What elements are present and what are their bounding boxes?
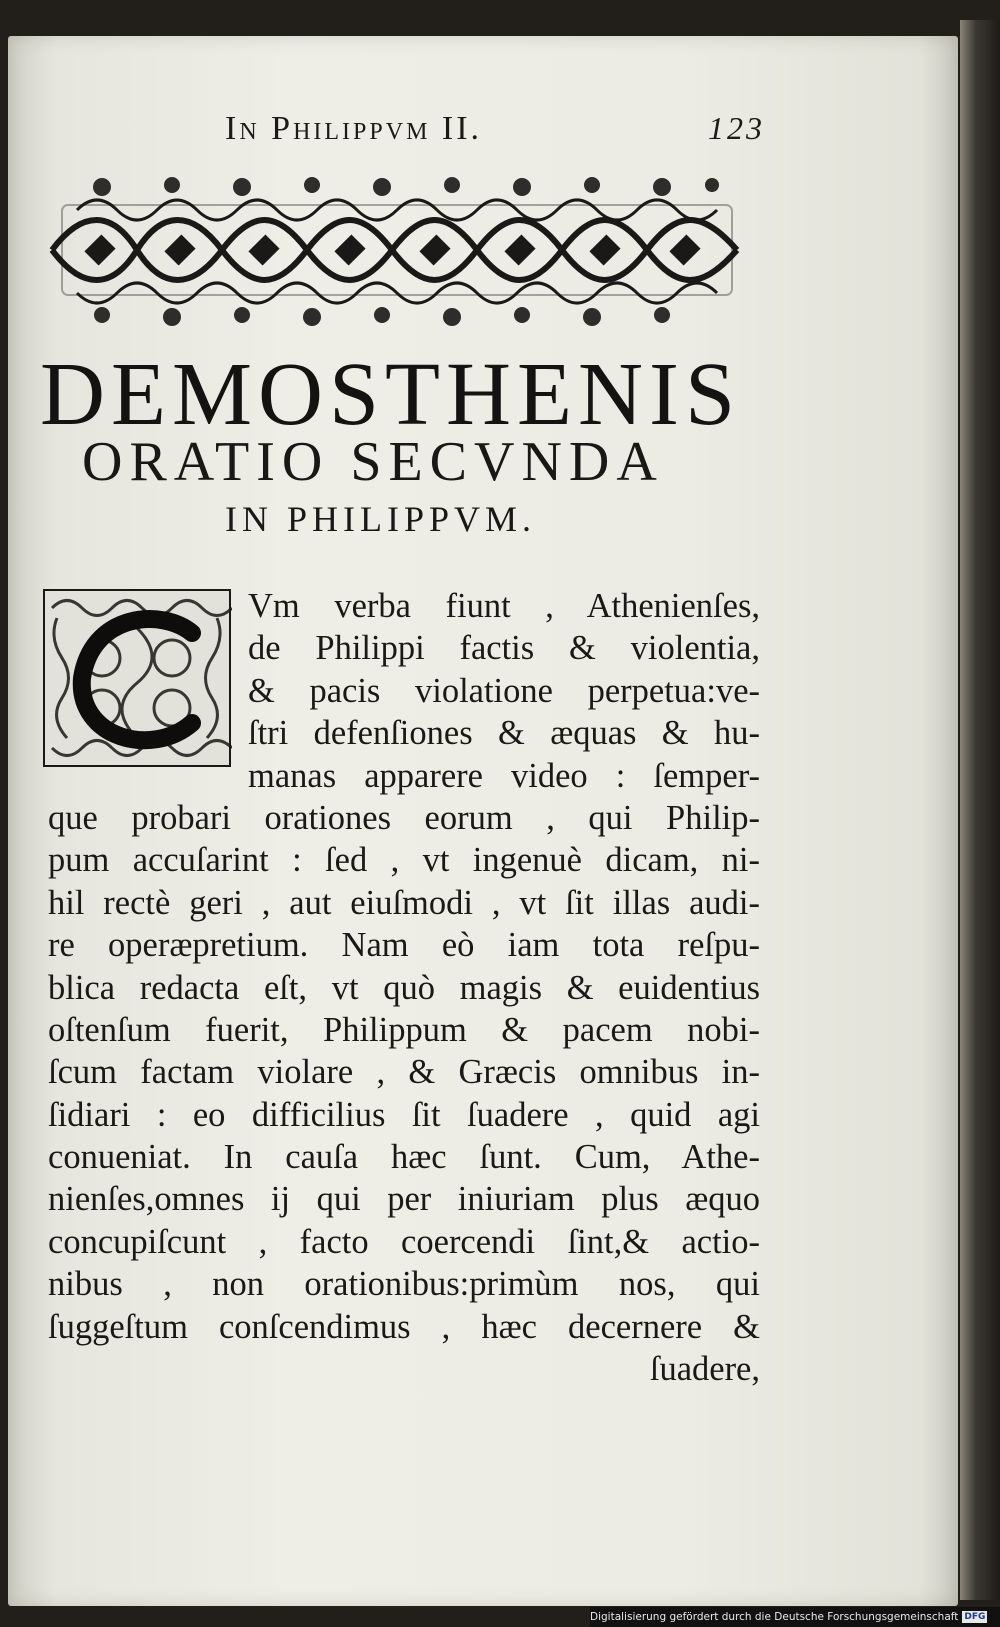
title-sub2: IN PHILIPPVM.: [225, 499, 537, 539]
credit-text: Digitalisierung gefördert durch die Deutsche Forschungsgemeinschaft: [590, 1611, 959, 1623]
dfg-logo-icon: DFG: [964, 1612, 986, 1622]
text-line: & pacis violatione perpetua:ve-: [248, 671, 760, 710]
text-line: que probari orationes eorum , qui Philip-: [48, 798, 760, 837]
digitization-credit: [590, 1607, 1000, 1627]
text-line: nienſes,omnes ij qui per iniuriam plus æquo: [48, 1180, 760, 1219]
running-title: In Philippvm II.: [225, 110, 483, 147]
text-line: ſidiari : eo difficilius ſit ſuadere , quid agi: [48, 1095, 760, 1134]
text-line: hil rectè geri , aut eiuſmodi , vt ſit illas audi-: [48, 883, 760, 922]
text-line: de Philippi factis & violentia,: [248, 629, 760, 668]
floral-headpiece-ornament-icon: [42, 165, 752, 335]
text-line: concupiſcunt , facto coercendi ſint,& actio-: [48, 1222, 760, 1261]
text-line: blica redacta eſt, vt quò magis & euidentius: [48, 968, 760, 1007]
text-line: pum accuſarint : ſed , vt ingenuè dicam, ni-: [48, 841, 760, 880]
page-edge: [960, 20, 1000, 1600]
text-line: re operæpretium. Nam eò iam tota reſpu-: [48, 926, 760, 965]
page-number: 123: [708, 110, 765, 146]
body-text: [48, 585, 760, 1390]
title-sub: ORATIO SECVNDA: [82, 431, 664, 493]
text-line: conueniat. In cauſa hæc ſunt. Cum, Athe-: [48, 1138, 760, 1177]
text-line: Vm verba fiunt , Athenienſes,: [248, 587, 760, 625]
title-main: DEMOSTHENIS: [40, 345, 742, 444]
text-line: manas apparere video : ſemper-: [248, 756, 760, 795]
text-line: ſtri defenſiones & æquas & hu-: [248, 714, 760, 753]
text-line: ſcum factam violare , & Græcis omnibus in-: [48, 1053, 760, 1092]
text-line: oſtenſum fuerit, Philippum & pacem nobi-: [48, 1010, 760, 1049]
text-line: ſuadere,: [649, 1350, 760, 1389]
text-line: nibus , non orationibus:primùm nos, qui: [48, 1265, 760, 1304]
text-line: ſuggeſtum conſcendimus , hæc decernere &: [48, 1307, 760, 1346]
